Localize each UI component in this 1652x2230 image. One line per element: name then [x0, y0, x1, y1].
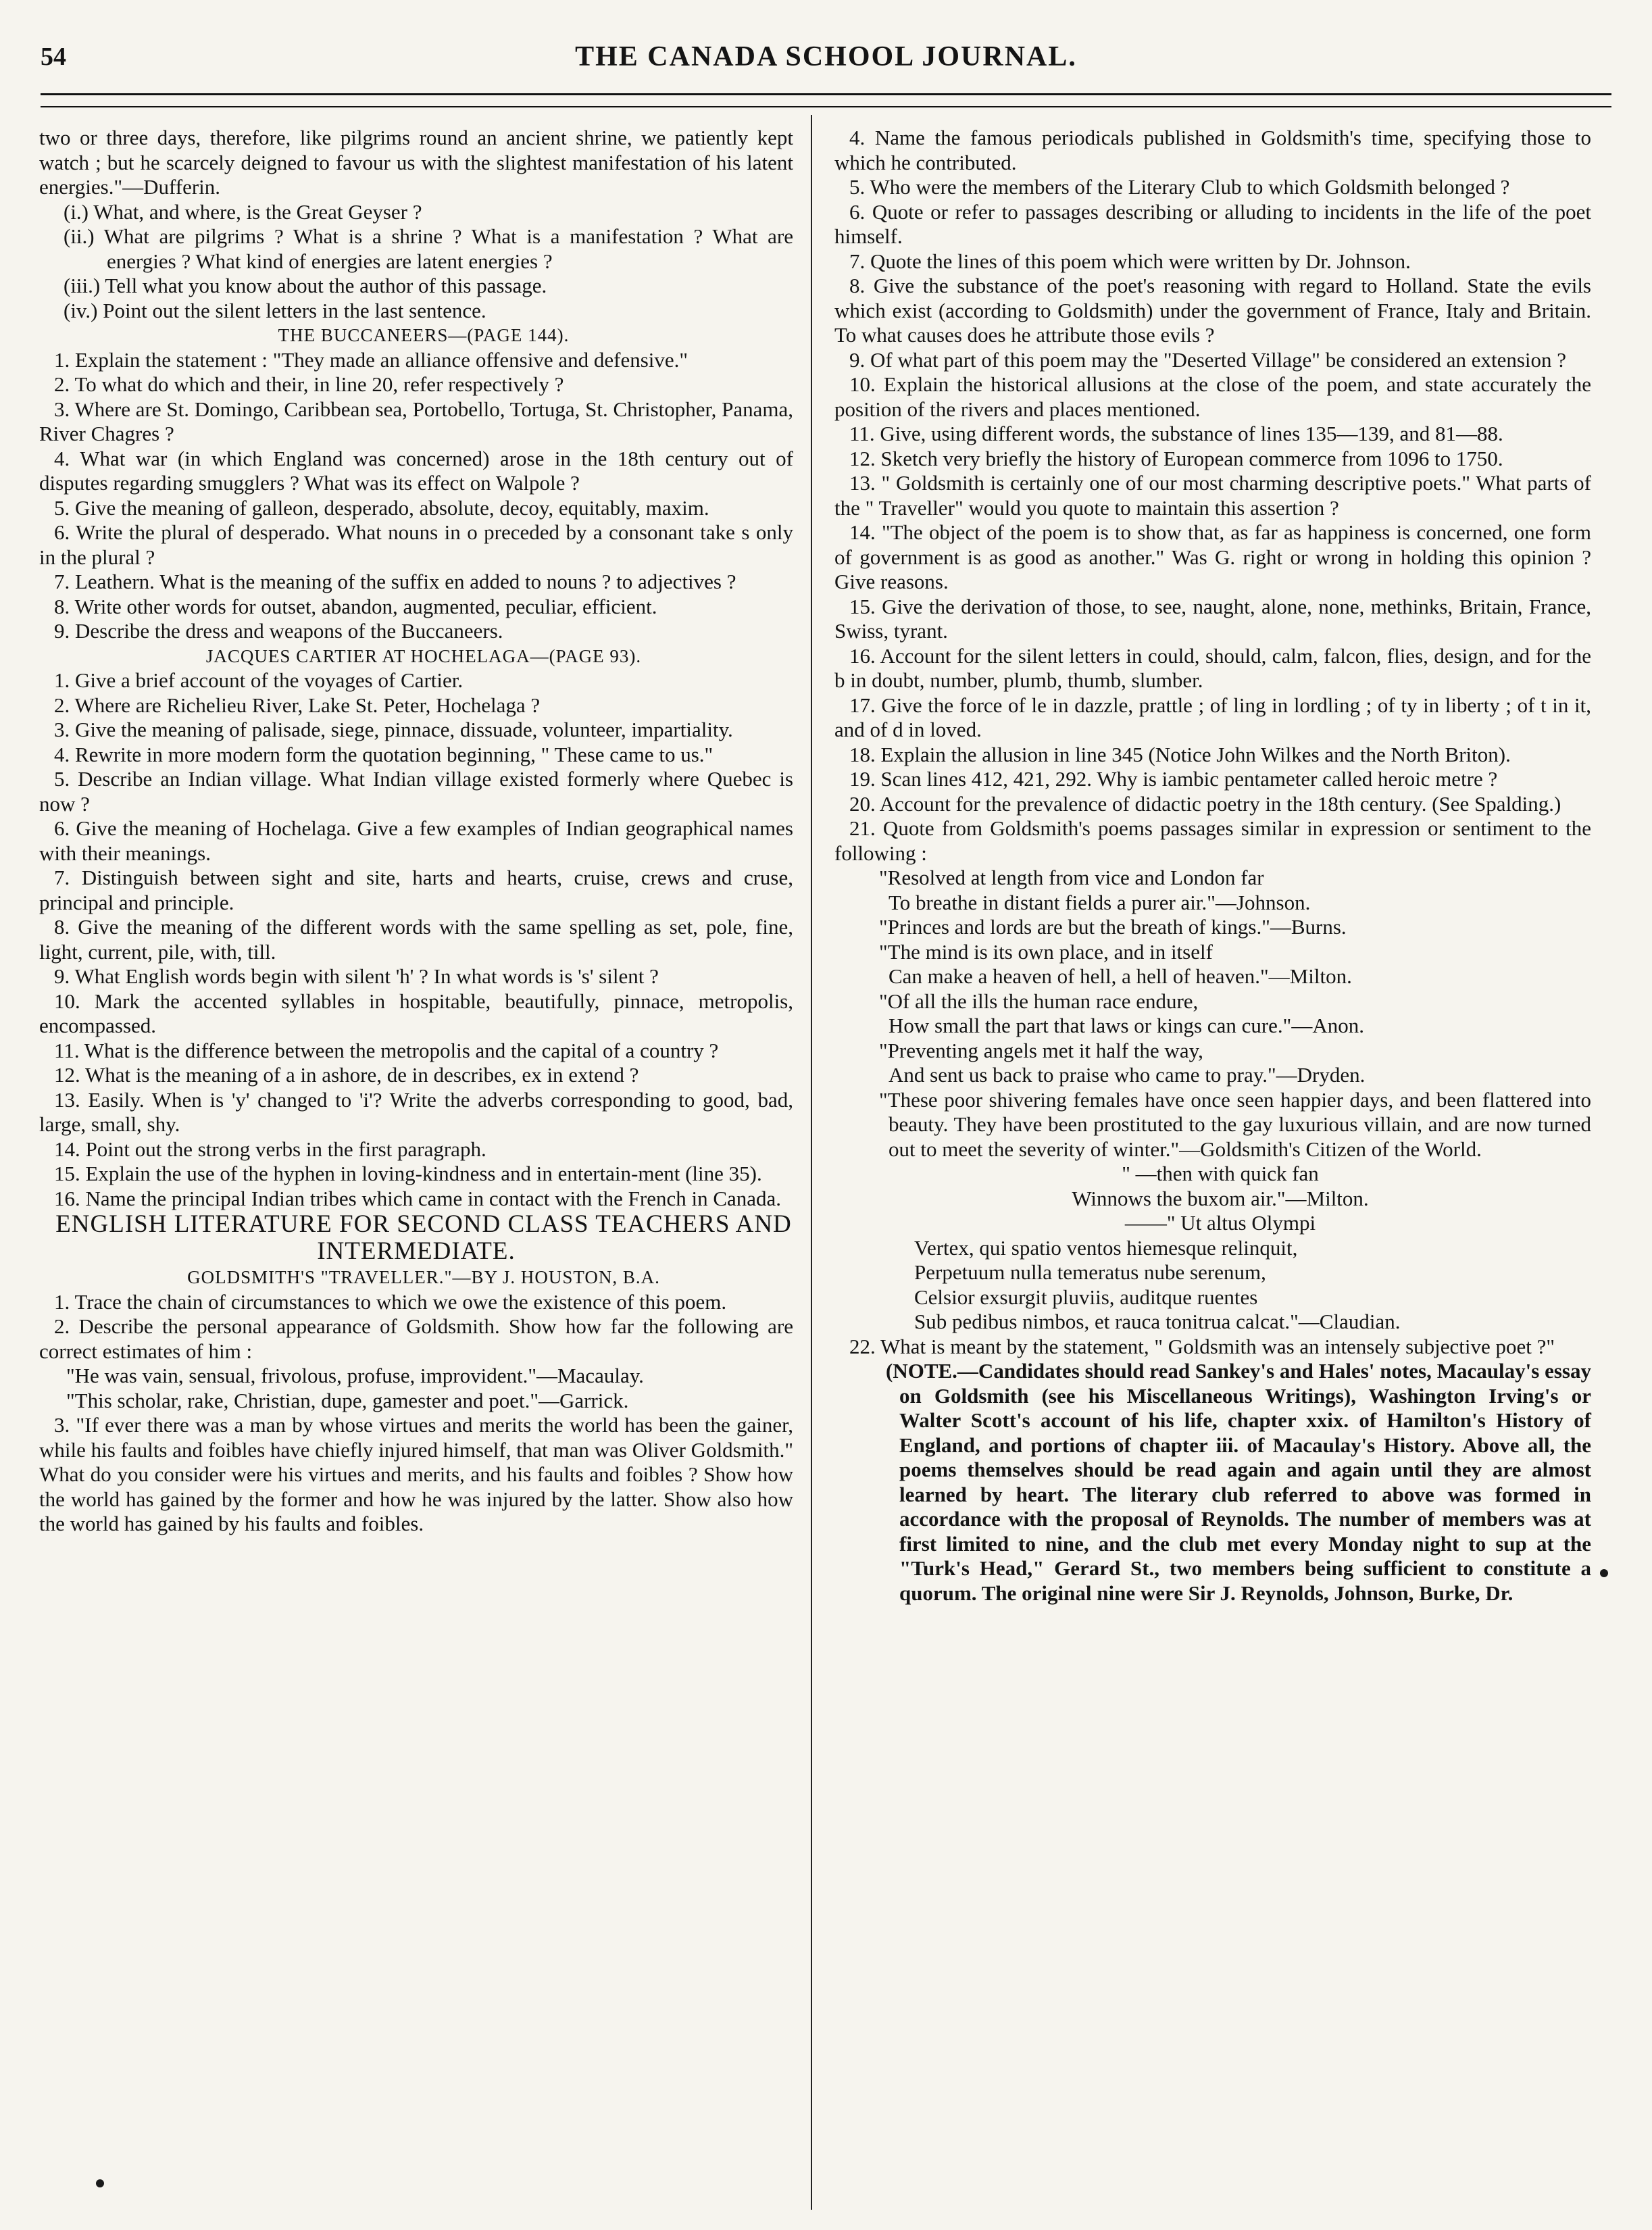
verse-line: "Of all the ills the human race endure,: [879, 989, 1199, 1013]
ink-speck: [1600, 1569, 1608, 1577]
buccaneers-question: 2. To what do which and their, in line 20, refer respectively ?: [54, 372, 564, 396]
dufferin-question: (i.) What, and where, is the Great Geyser ?: [64, 199, 422, 224]
cartier-question: 13. Easily. When is 'y' changed to 'i'? Write the adverbs corresponding to good, bad, large, small, shy.: [39, 1087, 793, 1136]
traveller-question: 13. " Goldsmith is certainly one of our most charming descriptive poets." What parts of the " Traveller" would you quote to maintain this assertion ?: [834, 471, 1591, 520]
dufferin-question: (iv.) Point out the silent letters in the last sentence.: [64, 298, 486, 322]
traveller-question: 1. Trace the chain of circumstances to which we owe the existence of this poem.: [54, 1289, 727, 1314]
traveller-question: 2. Describe the personal appearance of Goldsmith. Show how far the following are correct estimates of him :: [39, 1314, 793, 1363]
latin-line: Perpetuum nulla temeratus nube serenum,: [914, 1260, 1266, 1284]
verse-quote: [834, 1039, 1591, 1088]
left-column: [39, 126, 793, 1537]
latin-line: Celsior exsurgit pluviis, auditque ruentes: [914, 1285, 1258, 1309]
traveller-question: 8. Give the substance of the poet's reasoning with regard to Holland. State the evils which exist (according to Goldsmith) under the government of France, Italy and Britain. To what causes does he attribute those evils ?: [834, 274, 1591, 347]
traveller-question: 17. Give the force of le in dazzle, prattle ; of ling in lordling ; of ty in liberty ; of t in it, and of d in loved.: [834, 693, 1591, 741]
prose-quote: "These poor shivering females have once seen happier days, and been flattered into beauty. They have been prostituted to the gay luxurious villain, and are now turned out to meet the severity of winter."—Goldsmith's Citizen of the World.: [879, 1087, 1591, 1161]
verse-line: "The mind is its own place, and in itself: [879, 939, 1213, 964]
buccaneers-question: 7. Leathern. What is the meaning of the suffix en added to nouns ? to adjectives ?: [54, 570, 736, 593]
candidates-note: (NOTE.—Candidates should read Sankey's and Hales' notes, Macaulay's essay on Goldsmith (see his Miscellaneous Writings), Washington Irving's or Walter Scott's account of his life, chapter xxix. of Hamilton's History of England, and portions of chapter iii. of Macaulay's History. Above all, the poems themselves should be read again and again until they are almost learned by heart. The literary club referred to above was formed in accordance with the proposal of Reynolds. The number of members was at first limited to nine, and the club met every Monday night to sup at the "Turk's Head," Gerard St., two members being sufficient to constitute a quorum. The original nine were Sir J. Reynolds, Johnson, Burke, Dr.: [886, 1359, 1591, 1605]
verse-quote: [834, 915, 1591, 940]
milton-line: Winnows the buxom air."—Milton.: [1072, 1186, 1369, 1210]
dufferin-question: (iii.) Tell what you know about the author of this passage.: [64, 274, 547, 297]
buccaneers-heading: THE BUCCANEERS—(PAGE 144).: [278, 325, 570, 345]
verse-line: "Resolved at length from vice and London far: [879, 866, 1264, 889]
buccaneers-question: 4. What war (in which England was concerned) arose in the 18th century out of disputes regarding smugglers ? What was its effect on Walpole ?: [39, 446, 793, 495]
verse-quote: [834, 989, 1591, 1039]
header-rule: [41, 93, 1611, 107]
traveller-question: 4. Name the famous periodicals published in Goldsmith's time, specifying those to which he contributed.: [834, 126, 1591, 174]
traveller-question: 7. Quote the lines of this poem which were written by Dr. Johnson.: [849, 249, 1411, 273]
milton-line: " —then with quick fan: [1122, 1162, 1319, 1185]
traveller-question: 20. Account for the prevalence of didactic poetry in the 18th century. (See Spalding.): [849, 791, 1561, 816]
cartier-question: 4. Rewrite in more modern form the quotation beginning, " These came to us.": [54, 742, 714, 766]
cartier-question: 1. Give a brief account of the voyages of Cartier.: [54, 668, 464, 692]
traveller-question: 12. Sketch very briefly the history of European commerce from 1096 to 1750.: [849, 446, 1503, 470]
traveller-question: 9. Of what part of this poem may the "Deserted Village" be considered an extension ?: [849, 347, 1567, 372]
cartier-question: 11. What is the difference between the metropolis and the capital of a country ?: [54, 1038, 719, 1062]
traveller-question: 18. Explain the allusion in line 345 (Notice John Wilkes and the North Briton).: [849, 742, 1511, 766]
traveller-question: 14. "The object of the poem is to show that, as far as happiness is concerned, one form of government is as good as another." Was G. right or wrong in holding this opinion ? Give reasons.: [834, 520, 1591, 593]
buccaneers-question: 3. Where are St. Domingo, Caribbean sea, Portobello, Tortuga, St. Christopher, Panama, River Chagres ?: [39, 397, 794, 445]
ink-speck: [96, 2179, 104, 2187]
verse-line: To breathe in distant fields a purer air."—Johnson.: [888, 890, 1311, 914]
buccaneers-question: 5. Give the meaning of galleon, desperado, absolute, decoy, equitably, maxim.: [54, 495, 709, 520]
cartier-question: 6. Give the meaning of Hochelaga. Give a few examples of Indian geographical names with their meanings.: [39, 816, 793, 865]
intro-paragraph: two or three days, therefore, like pilgrims round an ancient shrine, we patiently kept watch ; but he scarcely deigned to favour us with the slightest manifestation of his latent energies."—Dufferin.: [39, 126, 793, 199]
verse-quote: [834, 866, 1591, 915]
journal-title: THE CANADA SCHOOL JOURNAL.: [575, 41, 1077, 72]
verse-quote: [834, 940, 1591, 989]
cartier-question: 14. Point out the strong verbs in the first paragraph.: [54, 1137, 486, 1161]
verse-line: "Princes and lords are but the breath of kings."—Burns.: [879, 915, 1347, 939]
dufferin-question: (ii.) What are pilgrims ? What is a shrine ? What is a manifestation ? What are energies ? What kind of energies are latent energies ?: [64, 224, 793, 273]
traveller-question: 3. "If ever there was a man by whose virtues and merits the world has been the gainer, while his faults and foibles have chiefly injured himself, that man was Oliver Goldsmith." What do you consider were his virtues and merits, and his faults and foibles ? Show how the world has gained by the former and how he was injured by the latter. Show also how the world has gained by his faults and foibles.: [39, 1413, 793, 1535]
traveller-question: 16. Account for the silent letters in could, should, calm, falcon, flies, design, and for the b in doubt, number, plumb, thumb, slumber.: [834, 643, 1591, 692]
literature-heading: ENGLISH LITERATURE FOR SECOND CLASS TEACHERS AND INTERMEDIATE.: [55, 1210, 792, 1265]
latin-line: Vertex, qui spatio ventos hiemesque relinquit,: [914, 1235, 1298, 1260]
traveller-question: 21. Quote from Goldsmith's poems passages similar in expression or sentiment to the following :: [834, 816, 1591, 865]
traveller-question: 22. What is meant by the statement, " Goldsmith was an intensely subjective poet ?": [849, 1334, 1555, 1358]
column-divider: [811, 115, 812, 2210]
cartier-question: 8. Give the meaning of the different words with the same spelling as set, pole, fine, light, current, pile, with, till.: [39, 915, 793, 964]
latin-lead: ——" Ut altus Olympi: [1124, 1211, 1316, 1235]
verse-line: Can make a heaven of hell, a hell of heaven."—Milton.: [888, 964, 1352, 988]
cartier-question: 2. Where are Richelieu River, Lake St. Peter, Hochelaga ?: [54, 693, 541, 717]
estimate-quote: "He was vain, sensual, frivolous, profuse, improvident."—Macaulay.: [66, 1364, 644, 1387]
cartier-question: 12. What is the meaning of a in ashore, de in describes, ex in extend ?: [54, 1063, 639, 1087]
right-column: [834, 126, 1591, 1606]
cartier-question: 15. Explain the use of the hyphen in loving-kindness and in entertain-ment (line 35).: [54, 1162, 762, 1185]
traveller-question: 6. Quote or refer to passages describing or alluding to incidents in the life of the poet himself.: [834, 199, 1591, 248]
cartier-question: 5. Describe an Indian village. What Indian village existed formerly where Quebec is now ?: [39, 767, 793, 816]
cartier-question: 9. What English words begin with silent 'h' ? In what words is 's' silent ?: [54, 964, 659, 988]
cartier-question: 7. Distinguish between sight and site, harts and hearts, cruise, crews and cruse, principal and principle.: [39, 866, 793, 914]
cartier-question: 16. Name the principal Indian tribes which came in contact with the French in Canada.: [54, 1186, 782, 1210]
cartier-question: 3. Give the meaning of palisade, siege, pinnace, dissuade, volunteer, impartiality.: [54, 718, 733, 741]
cartier-question: 10. Mark the accented syllables in hospitable, beautifully, pinnace, metropolis, encompassed.: [39, 989, 793, 1037]
traveller-question: 10. Explain the historical allusions at the close of the poem, and state accurately the position of the rivers and places mentioned.: [834, 372, 1591, 421]
verse-line: And sent us back to praise who came to pray."—Dryden.: [888, 1063, 1366, 1087]
cartier-heading: JACQUES CARTIER AT HOCHELAGA—(PAGE 93).: [205, 645, 642, 666]
buccaneers-question: 9. Describe the dress and weapons of the Buccaneers.: [54, 619, 503, 643]
buccaneers-question: 8. Write other words for outset, abandon, augmented, peculiar, efficient.: [54, 594, 657, 618]
traveller-question: 5. Who were the members of the Literary Club to which Goldsmith belonged ?: [849, 175, 1510, 199]
traveller-heading: GOLDSMITH'S "TRAVELLER."—BY J. HOUSTON, B.A.: [187, 1267, 660, 1287]
verse-line: How small the part that laws or kings can cure."—Anon.: [888, 1014, 1364, 1037]
traveller-question: 19. Scan lines 412, 421, 292. Why is iambic pentameter called heroic metre ?: [849, 767, 1498, 791]
page-number: 54: [41, 43, 66, 71]
traveller-question: 11. Give, using different words, the substance of lines 135—139, and 81—88.: [849, 422, 1503, 445]
latin-line: Sub pedibus nimbos, et rauca tonitrua calcat."—Claudian.: [914, 1310, 1401, 1333]
verse-line: "Preventing angels met it half the way,: [879, 1038, 1203, 1062]
buccaneers-question: 6. Write the plural of desperado. What nouns in o preceded by a consonant take s only in the plural ?: [39, 520, 793, 569]
estimate-quote: "This scholar, rake, Christian, dupe, gamester and poet."—Garrick.: [66, 1388, 629, 1412]
traveller-question: 15. Give the derivation of those, to see, naught, alone, none, methinks, Britain, France, Swiss, tyrant.: [834, 594, 1591, 643]
page-header: [41, 38, 1611, 81]
buccaneers-question: 1. Explain the statement : "They made an alliance offensive and defensive.": [54, 347, 689, 372]
